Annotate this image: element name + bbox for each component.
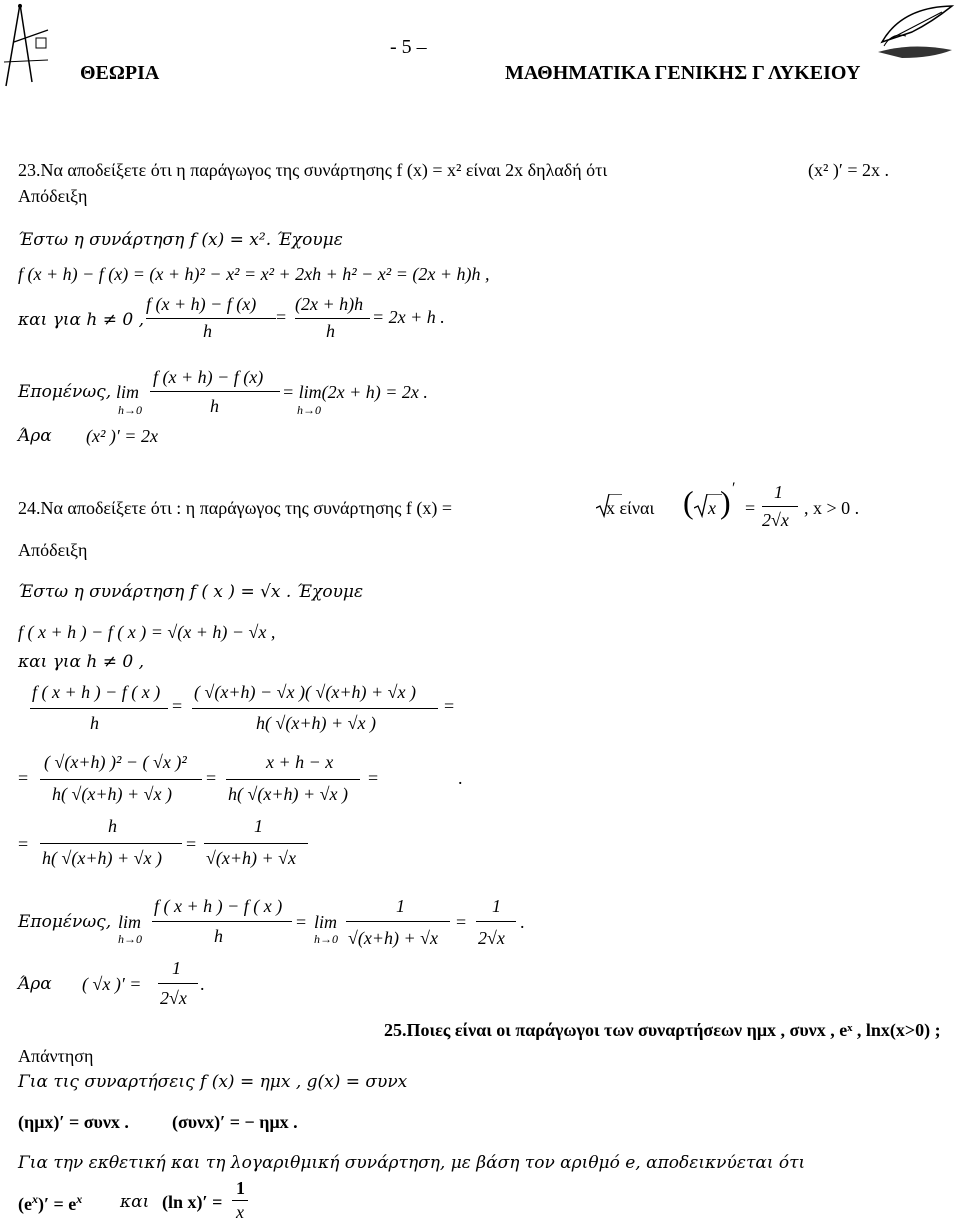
q24-frac6-den: √(x+h) + √x xyxy=(206,848,297,868)
q24-proof-label: Απόδειξη xyxy=(18,540,88,560)
q23-line1: f (x + h) − f (x) = (x + h)² − x² = x² + 2xh + h² − x² = (2x + h)h , xyxy=(18,264,490,284)
compass-logo xyxy=(2,2,50,90)
q23-ara: Άρα xyxy=(18,426,52,446)
q24-lim-word: lim xyxy=(118,912,142,932)
q25-question: 25.Ποιες είναι οι παράγωγοι των συναρτήσεων ημx , συνx , eˣ , lnx(x>0) ; xyxy=(384,1020,941,1040)
q24-question-mid: x είναι xyxy=(606,498,655,518)
q24-lim-num3: 1 xyxy=(492,896,501,916)
q24-ara-bar xyxy=(158,983,198,984)
q24-frac4-bar xyxy=(226,779,360,780)
q24-frac2-num: ( √(x+h) − √x )( √(x+h) + √x ) xyxy=(194,682,417,702)
q24-ara-num: 1 xyxy=(172,958,181,978)
q23-line2-num: f (x + h) − f (x) xyxy=(146,294,257,314)
q23-lim: lim xyxy=(116,382,140,402)
q24-result-tail: , x > 0 . xyxy=(804,498,860,518)
q23-line2-fracbar2 xyxy=(295,318,370,319)
q24-ara-den: 2√x xyxy=(160,988,187,1008)
q24-paren-close: ) xyxy=(720,484,731,520)
q24-frac4-num: x + h − x xyxy=(266,752,334,772)
quill-logo xyxy=(872,2,958,62)
q24-frac1-num: f ( x + h ) − f ( x ) xyxy=(32,682,161,702)
q24-lim-bar2 xyxy=(346,921,450,922)
q24-ara-expr: ( √x )′ = xyxy=(82,974,142,994)
q24-line1: f ( x + h ) − f ( x ) = √(x + h) − √x , xyxy=(18,622,276,642)
q25-line2a: (ημx)′ = συνx . xyxy=(18,1112,129,1132)
q25-answer-label: Απάντηση xyxy=(18,1046,94,1066)
q23-line3-num: f (x + h) − f (x) xyxy=(153,367,264,387)
q23-question: 23.Να αποδείξετε ότι η παράγωγος της συνάρτησης f (x) = x² είναι 2x δηλαδή ότι xyxy=(18,160,608,180)
q24-lim-sub: h→0 xyxy=(118,932,142,946)
q24-frac1-bar xyxy=(30,708,168,709)
q25-and: και xyxy=(120,1192,150,1212)
q24-lim-word2: lim xyxy=(314,912,338,932)
q23-ara-expr: (x² )′ = 2x xyxy=(86,426,158,446)
q23-line2-den: h xyxy=(203,321,212,341)
q24-result-den: 2√x xyxy=(762,510,789,530)
q24-lim-den2: √(x+h) + √x xyxy=(348,928,439,948)
q24-frac1-den: h xyxy=(90,713,99,733)
q24-frac3-num: ( √(x+h) )² − ( √x )² xyxy=(44,752,187,772)
q24-lim-num2: 1 xyxy=(396,896,405,916)
q24-frac2-bar xyxy=(192,708,438,709)
q24-lim-bar3 xyxy=(476,921,516,922)
q25-line4a: $(e^x)' = e^x$ xyxy=(18,1192,83,1214)
q25-line4b-num: 1 xyxy=(236,1178,245,1198)
q23-proof-label: Απόδειξη xyxy=(18,186,88,206)
q25-line2b: (συνx)′ = − ημx . xyxy=(172,1112,298,1132)
q23-line2-tail: = 2x + h . xyxy=(372,307,445,327)
q24-frac2-den: h( √(x+h) + √x ) xyxy=(256,713,377,733)
q23-line2-num2: (2x + h)h xyxy=(295,294,364,314)
section-title: ΘΕΩΡΙΑ xyxy=(80,62,160,84)
q24-line2: και για h ≠ 0 , xyxy=(18,652,145,672)
q24-lim-num: f ( x + h ) − f ( x ) xyxy=(154,896,283,916)
q24-result-fracbar xyxy=(762,506,798,507)
page-number: - 5 – xyxy=(390,36,427,58)
q23-line3-fracbar xyxy=(150,391,280,392)
course-title: ΜΑΘΗΜΑΤΙΚΑ ΓΕΝΙΚΗΣ Γ ΛΥΚΕΙΟΥ xyxy=(505,62,861,84)
q24-frac3-bar xyxy=(40,779,202,780)
q23-lim-sub: h→0 xyxy=(118,403,142,417)
q24-frac5-den: h( √(x+h) + √x ) xyxy=(42,848,163,868)
q24-result-num: 1 xyxy=(774,482,783,502)
q24-lim-den3: 2√x xyxy=(478,928,505,948)
q24-frac6-num: 1 xyxy=(254,816,263,836)
q24-question: 24.Να αποδείξετε ότι : η παράγωγος της συνάρτησης f (x) = xyxy=(18,498,452,518)
q23-line3-den: h xyxy=(210,396,219,416)
q24-lim-prefix: Επομένως, xyxy=(18,912,112,932)
q25-line1: Για τις συναρτήσεις f (x) = ημx , g(x) = συνx xyxy=(18,1072,408,1092)
q24-frac4-den: h( √(x+h) + √x ) xyxy=(228,784,349,804)
q24-lim-den: h xyxy=(214,926,223,946)
q24-frac6-bar xyxy=(204,843,308,844)
q25-line3: Για την εκθετική και τη λογαριθμική συνάρτηση, με βάση τον αριθμό e, αποδεικνύεται ότι xyxy=(18,1153,806,1173)
q23-line2-den2: h xyxy=(326,321,335,341)
q24-lim-sub2: h→0 xyxy=(314,932,338,946)
q25-line4b-den: x xyxy=(236,1202,244,1222)
q24-frac3-den: h( √(x+h) + √x ) xyxy=(52,784,173,804)
q24-lim-bar xyxy=(152,921,292,922)
q23-lim-sub2: h→0 xyxy=(297,403,321,417)
q24-ara: Άρα xyxy=(18,974,52,994)
q23-result: (x² )′ = 2x . xyxy=(808,160,889,180)
q24-intro: Έστω η συνάρτηση f ( x ) = √x . Έχουμε xyxy=(18,582,364,602)
q25-line4b: (ln x)′ = xyxy=(162,1192,223,1212)
q23-line2-fracbar xyxy=(146,318,276,319)
q23-line3-prefix: Επομένως, xyxy=(18,382,112,402)
q24-frac5-bar xyxy=(40,843,182,844)
q23-line2-prefix: και για h ≠ 0 , xyxy=(18,310,145,330)
q23-line3-tail: = lim(2x + h) = 2x . xyxy=(282,382,428,402)
q23-intro: Έστω η συνάρτηση f (x) = x². Έχουμε xyxy=(18,230,343,250)
q24-paren-open: ( xyxy=(683,484,694,520)
q24-frac5-num: h xyxy=(108,816,117,836)
